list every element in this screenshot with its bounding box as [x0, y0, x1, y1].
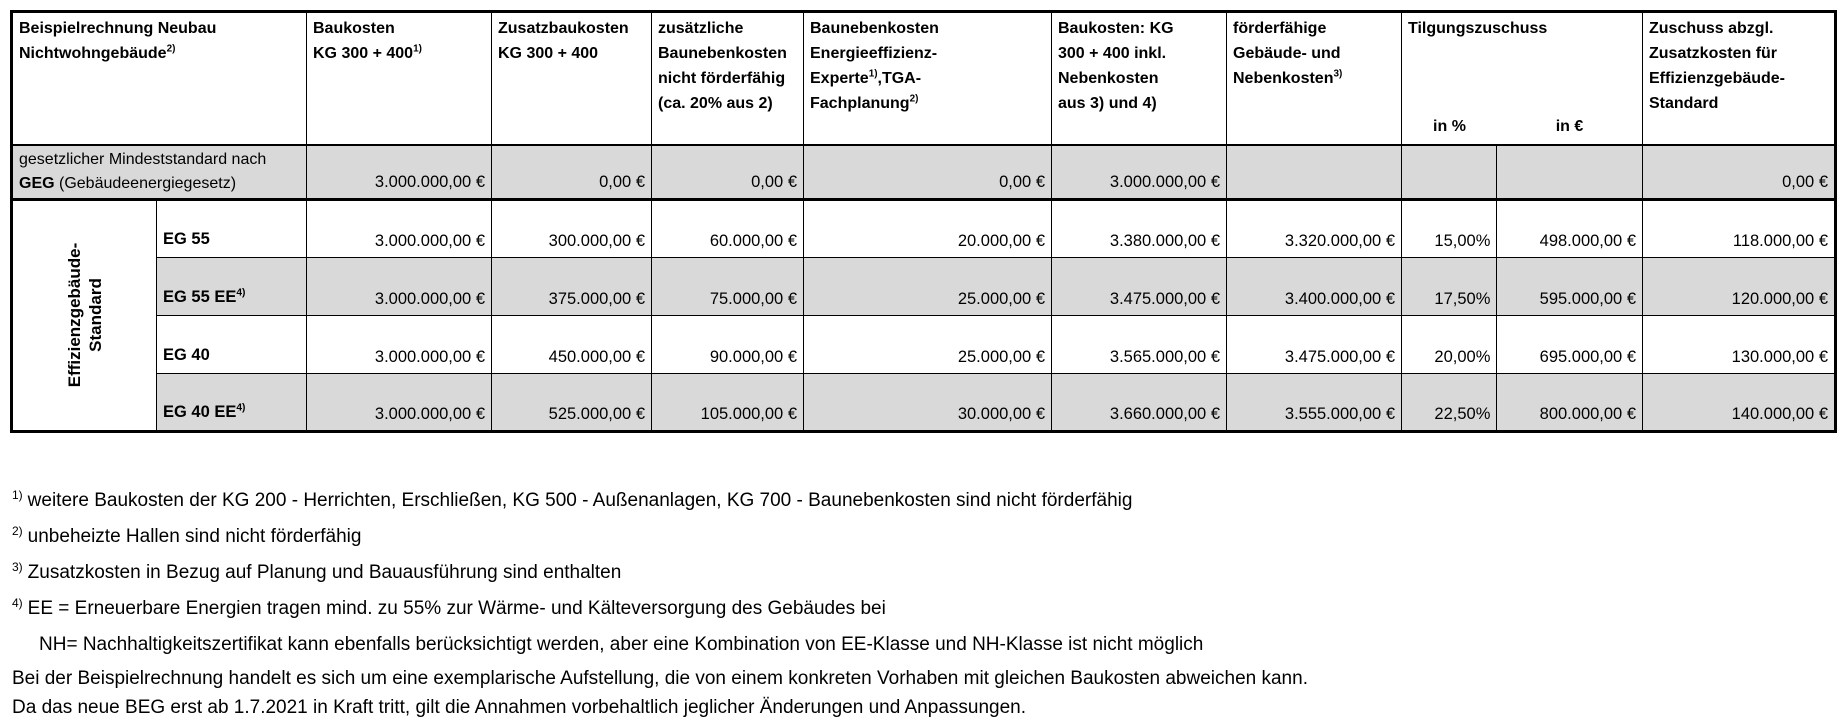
header-cell-foerderfaehige-kosten: förderfähige Gebäude- und Nebenkosten$^{3)}$: [1227, 12, 1402, 145]
footnotes-block: [12, 488, 1203, 662]
value-cell: 375.000,00 €: [492, 257, 652, 315]
value-cell: 3.475.000,00 €: [1052, 257, 1227, 315]
footnote-ref: 1): [413, 43, 422, 55]
table-row-eg55: [12, 199, 1836, 257]
beispielrechnung-table: [10, 10, 1837, 433]
value-cell: 118.000,00 €: [1643, 199, 1836, 257]
value-cell: 3.000.000,00 €: [307, 145, 492, 200]
footnote-ref: 3): [1333, 68, 1343, 80]
value-cell: 22,50%: [1402, 373, 1497, 431]
value-cell: 25.000,00 €: [804, 315, 1052, 373]
value-cell: 498.000,00 €: [1497, 199, 1643, 257]
value-cell: 450.000,00 €: [492, 315, 652, 373]
value-cell: 105.000,00 €: [652, 373, 804, 431]
value-cell: 3.000.000,00 €: [307, 257, 492, 315]
value-cell: 20.000,00 €: [804, 199, 1052, 257]
value-cell: 595.000,00 €: [1497, 257, 1643, 315]
closing-line-1: Bei der Beispielrechnung handelt es sich um eine exemplarische Aufstellung, die von einem konkreten Vorhaben mit gleichen Baukosten abweichen kann.: [12, 668, 1308, 689]
header-cell-tilgungszuschuss: [1402, 12, 1643, 145]
unit-euro-label: in €: [1555, 118, 1584, 135]
value-cell: 3.000.000,00 €: [307, 199, 492, 257]
value-cell: 25.000,00 €: [804, 257, 1052, 315]
header-cell-zuschuss-abzgl: Zuschuss abzgl. Zusatzkosten für Effizienzgebäude- Standard: [1643, 12, 1836, 145]
header-cell-baukosten-inkl-nebenkosten: Baukosten: KG 300 + 400 inkl. Nebenkosten aus 3) und 4): [1052, 12, 1227, 145]
value-cell: 3.320.000,00 €: [1227, 199, 1402, 257]
footnote-ref: 2): [909, 93, 919, 105]
tilgungszuschuss-title: Tilgungszuschuss: [1408, 20, 1548, 37]
group-label-cell: [12, 199, 157, 431]
value-cell: 120.000,00 €: [1643, 257, 1836, 315]
footnote-4: $^{4)}$ EE = Erneuerbare Energien tragen mind. zu 55% zur Wärme- und Kälteversorgung des Gebäudes bei: [12, 595, 886, 619]
value-cell: 75.000,00 €: [652, 257, 804, 315]
group-label-effizienzgebaeude-standard: Effizienzgebäude- Standard: [64, 242, 105, 388]
footnote-ref: 4): [236, 402, 246, 413]
value-cell: 695.000,00 €: [1497, 315, 1643, 373]
unit-percent-label: in %: [1433, 118, 1466, 135]
header-cell-title: [12, 12, 307, 145]
value-cell: 17,50%: [1402, 257, 1497, 315]
value-cell: 3.555.000,00 €: [1227, 373, 1402, 431]
value-cell: 0,00 €: [492, 145, 652, 200]
header-cell-zusatzbaukosten: Zusatzbaukosten KG 300 + 400: [492, 12, 652, 145]
table-title-line2: Nichtwohngebäude$^{2)}$: [19, 43, 176, 62]
table-row-eg40ee: [12, 373, 1836, 431]
footnote-3: $^{3)}$ Zusatzkosten in Bezug auf Planung und Bauausführung sind enthalten: [12, 559, 622, 583]
value-cell: 60.000,00 €: [652, 199, 804, 257]
value-cell: 3.475.000,00 €: [1227, 315, 1402, 373]
table-row-eg55ee: [12, 257, 1836, 315]
value-cell: 140.000,00 €: [1643, 373, 1836, 431]
geg-row-label: gesetzlicher Mindeststandard nach GEG (Gebäudeenergiegesetz): [12, 145, 307, 200]
value-cell: 90.000,00 €: [652, 315, 804, 373]
footnote-2: $^{2)}$ unbeheizte Hallen sind nicht förderfähig: [12, 523, 362, 547]
value-cell: 300.000,00 €: [492, 199, 652, 257]
header-cell-baukosten: Baukosten KG $300 + 400^{1)}$: [307, 12, 492, 145]
closing-paragraphs: [12, 664, 1308, 722]
value-cell: 3.000.000,00 €: [307, 373, 492, 431]
table-header-row: [12, 12, 1836, 145]
value-cell: [1402, 145, 1497, 200]
footnote-1: $^{1)}$ weitere Baukosten der KG 200 - Herrichten, Erschließen, KG 500 - Außenanlagen, KG 700 - Baunebenkosten sind nicht förderfähig: [12, 487, 1133, 511]
value-cell: 800.000,00 €: [1497, 373, 1643, 431]
value-cell: 3.000.000,00 €: [1052, 145, 1227, 200]
table-row-eg40: [12, 315, 1836, 373]
footnote-ref: 2): [166, 43, 176, 55]
row-label-eg40ee: EG 40 EE$^{4)}$: [157, 373, 307, 431]
footnote-ref: 4): [236, 287, 246, 298]
value-cell: 3.565.000,00 €: [1052, 315, 1227, 373]
table-title-line1: Beispielrechnung Neubau: [19, 20, 217, 37]
value-cell: 0,00 €: [1643, 145, 1836, 200]
value-cell: 3.000.000,00 €: [307, 315, 492, 373]
header-cell-baunebenkosten-experte: Baunebenkosten Energieeffizienz- Experte$^{1)}$,TGA- Fachplanung$^{2)}$: [804, 12, 1052, 145]
footnote-4-nh: NH= Nachhaltigkeitszertifikat kann ebenfalls berücksichtigt werden, aber eine Kombination von EE-Klasse und NH-Klasse ist nicht möglich: [39, 634, 1204, 655]
value-cell: 130.000,00 €: [1643, 315, 1836, 373]
value-cell: 3.400.000,00 €: [1227, 257, 1402, 315]
value-cell: 525.000,00 €: [492, 373, 652, 431]
table-row-geg: [12, 145, 1836, 200]
value-cell: 15,00%: [1402, 199, 1497, 257]
closing-line-2: Da das neue BEG erst ab 1.7.2021 in Kraft tritt, gilt die Annahmen vorbehaltlich jeglicher Änderungen und Anpassungen.: [12, 697, 1026, 718]
value-cell: 3.380.000,00 €: [1052, 199, 1227, 257]
value-cell: [1497, 145, 1643, 200]
value-cell: 30.000,00 €: [804, 373, 1052, 431]
value-cell: [1227, 145, 1402, 200]
value-cell: 20,00%: [1402, 315, 1497, 373]
row-label-eg40: EG 40: [157, 315, 307, 373]
value-cell: 3.660.000,00 €: [1052, 373, 1227, 431]
header-cell-zusaetzliche-baunebenkosten: zusätzliche Baunebenkosten nicht förderfähig (ca. 20% aus 2): [652, 12, 804, 145]
value-cell: 0,00 €: [804, 145, 1052, 200]
row-label-eg55ee: EG 55 EE$^{4)}$: [157, 257, 307, 315]
footnote-ref: 1): [868, 68, 878, 80]
value-cell: 0,00 €: [652, 145, 804, 200]
row-label-eg55: EG 55: [157, 199, 307, 257]
